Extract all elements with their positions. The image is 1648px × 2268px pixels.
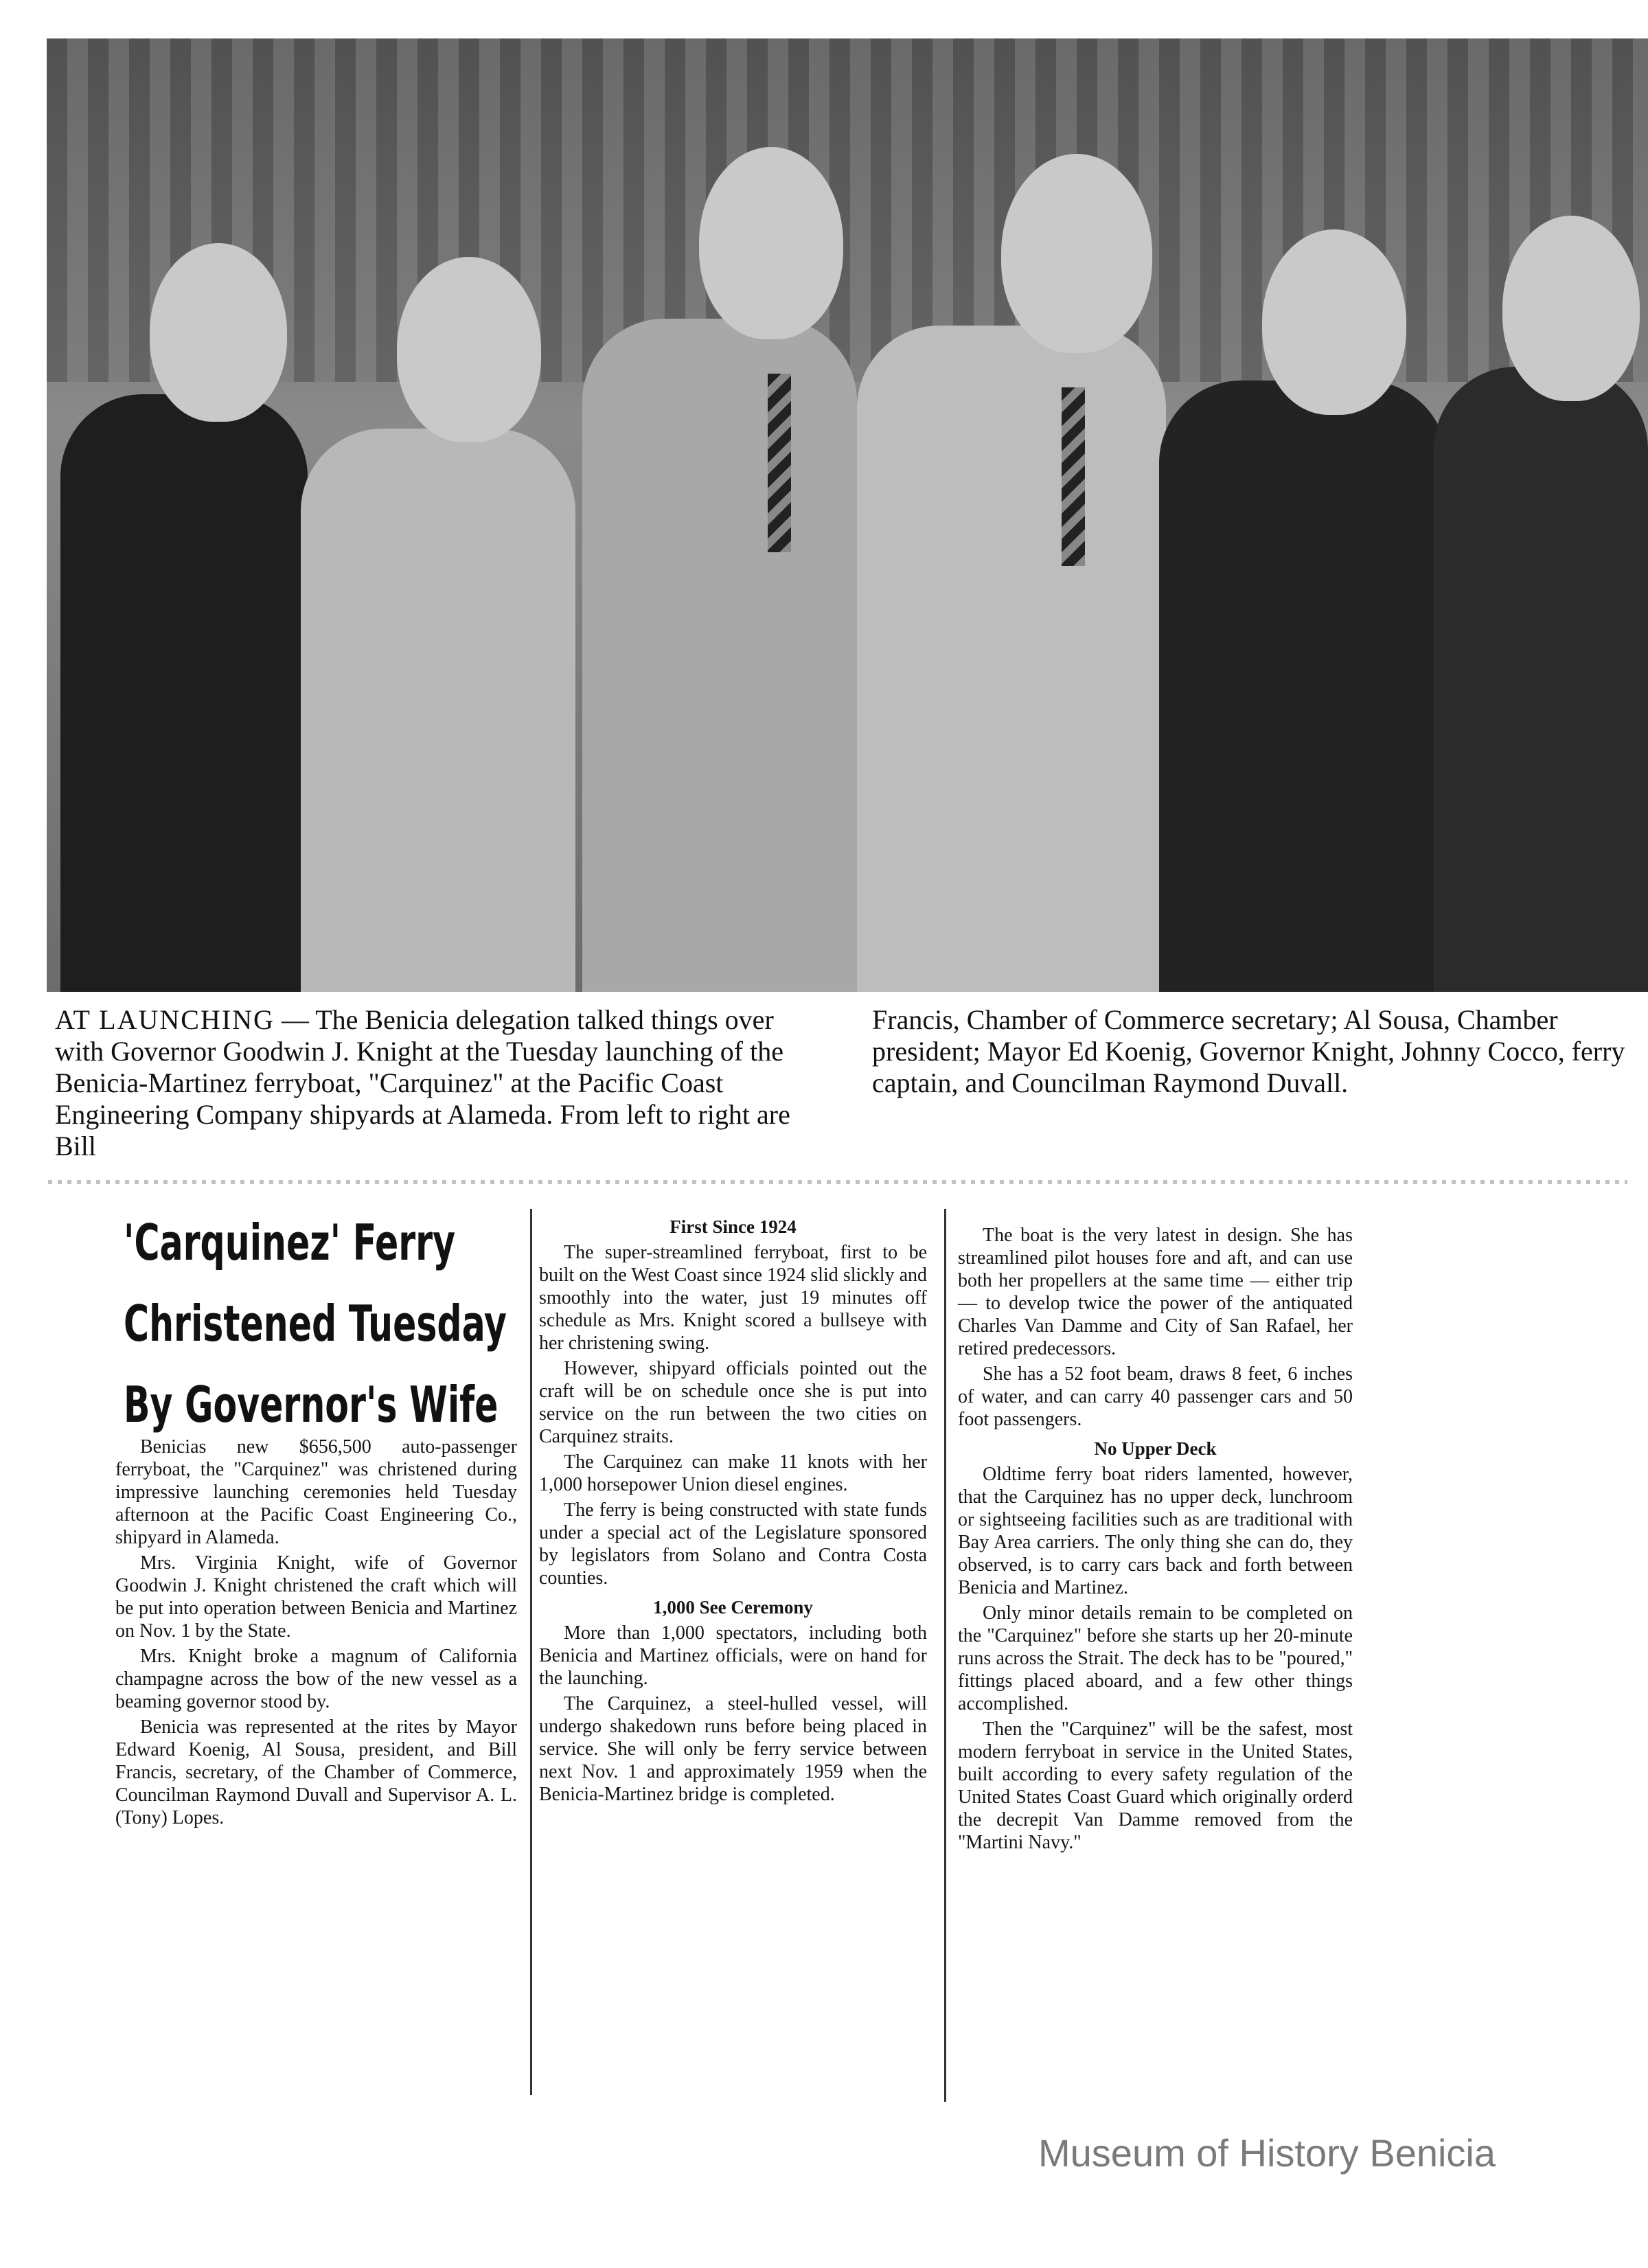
paragraph: Then the "Carquinez" will be the safest, most modern ferryboat in service in the United States, built according to every safety regulation of the United States Coast Guard which originally orderd the decrepit Van Damme removed from the "Martini Navy." [958, 1719, 1353, 1853]
paragraph: Mrs. Knight broke a magnum of California champagne across the bow of the new vessel as a beaming governor stood by. [115, 1646, 517, 1712]
photo-caption-left [55, 1004, 827, 1162]
article-headline [124, 1202, 507, 1445]
headline-line-2: Christened Tuesday [124, 1295, 507, 1352]
person-2 [294, 168, 582, 992]
paragraph: Benicias new $656,500 auto-passenger ferryboat, the "Carquinez" was christened during impressive launching ceremonies held Tuesday afternoon at the Pacific Coast Engineering Co., shipyard in Alameda. [115, 1436, 517, 1548]
caption-lead: AT LAUNCHING [55, 1004, 275, 1035]
paragraph: The super-streamlined ferryboat, first to be built on the West Coast since 1924 slid slickly and smoothly into the water, just 19 minutes off schedule as Mrs. Knight scored a bullseye with her christening swing. [539, 1242, 927, 1354]
paragraph: However, shipyard officials pointed out the craft will be on schedule once she is put into service on the run between the two cities on Carquinez straits. [539, 1358, 927, 1447]
paragraph: The Carquinez can make 11 knots with her 1,000 horsepower Union diesel engines. [539, 1451, 927, 1495]
article-column-3 [958, 1224, 1353, 1857]
subhead-ceremony: 1,000 See Ceremony [653, 1597, 813, 1618]
paragraph: The boat is the very latest in design. She has streamlined pilot houses fore and aft, and can use both her propellers at the same time — either trip — to develop twice the power of the antiquated Charles Van Damme and City of San Rafael, her retired predecessors. [958, 1225, 1353, 1359]
headline-line-3: By Governor's Wife [124, 1376, 499, 1433]
photo-caption-right: Francis, Chamber of Commerce secretary; Al Sousa, Chamber president; Mayor Ed Koenig, Governor Knight, Johnny Cocco, ferry captain, and Councilman Raymond Duvall. [872, 1004, 1625, 1098]
paragraph: Benicia was represented at the rites by Mayor Edward Koenig, Al Sousa, president, and Bill Francis, secretary, of the Chamber of Commerce, Councilman Raymond Duvall and Supervisor A. L. (Tony) Lopes. [115, 1716, 517, 1828]
paragraph: She has a 52 foot beam, draws 8 feet, 6 inches of water, and can carry 40 passenger cars and 50 foot passengers. [958, 1363, 1353, 1430]
paragraph: More than 1,000 spectators, including both Benicia and Martinez officials, were on hand for the launching. [539, 1622, 927, 1689]
person-6 [1420, 133, 1648, 992]
paragraph: Only minor details remain to be completed on the "Carquinez" before she starts up her 20-minute runs across the Strait. The deck has to be "poured," fittings placed aboard, and a few other things accomplished. [958, 1602, 1353, 1714]
subhead-upper-deck: No Upper Deck [1094, 1438, 1217, 1459]
column-rule-1 [530, 1209, 532, 2095]
article-column-2 [539, 1209, 927, 1808]
paragraph: The ferry is being constructed with state funds under a special act of the Legislature sponsored by legislators from Solano and Contra Costa counties. [539, 1499, 927, 1589]
headline-line-1: 'Carquinez' Ferry [124, 1214, 456, 1271]
person-3 [569, 99, 857, 992]
subhead-first-since: First Since 1924 [670, 1216, 797, 1237]
caption-left-text: — The Benicia delegation talked things over with Governor Goodwin J. Knight at the Tuesday launching of the Benicia-Martinez ferryboat, "Carquinez" at the Pacific Coast Engineering Company shipyards at Alameda. From left to right are Bill [55, 1004, 790, 1161]
paragraph: The Carquinez, a steel-hulled vessel, will undergo shakedown runs before being placed in service. She will only be ferry service between next Nov. 1 and approximately 1959 when the Benicia-Martinez bridge is completed. [539, 1693, 927, 1805]
person-4 [843, 99, 1166, 992]
person-1 [47, 168, 308, 992]
column-rule-2 [944, 1209, 946, 2102]
person-5 [1145, 133, 1447, 992]
paragraph: Mrs. Virginia Knight, wife of Governor Goodwin J. Knight christened the craft which will be put into operation between Benicia and Martinez on Nov. 1 by the State. [115, 1552, 517, 1642]
launching-photograph [47, 38, 1648, 992]
paragraph: Oldtime ferry boat riders lamented, however, that the Carquinez has no upper deck, lunchroom or sightseeing facilities such as are traditional with Bay Area carriers. The only thing she can do, they observed, is to carry cars back and forth between Benicia and Martinez. [958, 1464, 1353, 1598]
divider [48, 1180, 1627, 1184]
article-column-1 [115, 1436, 517, 1832]
museum-watermark: Museum of History Benicia [1038, 2131, 1496, 2175]
